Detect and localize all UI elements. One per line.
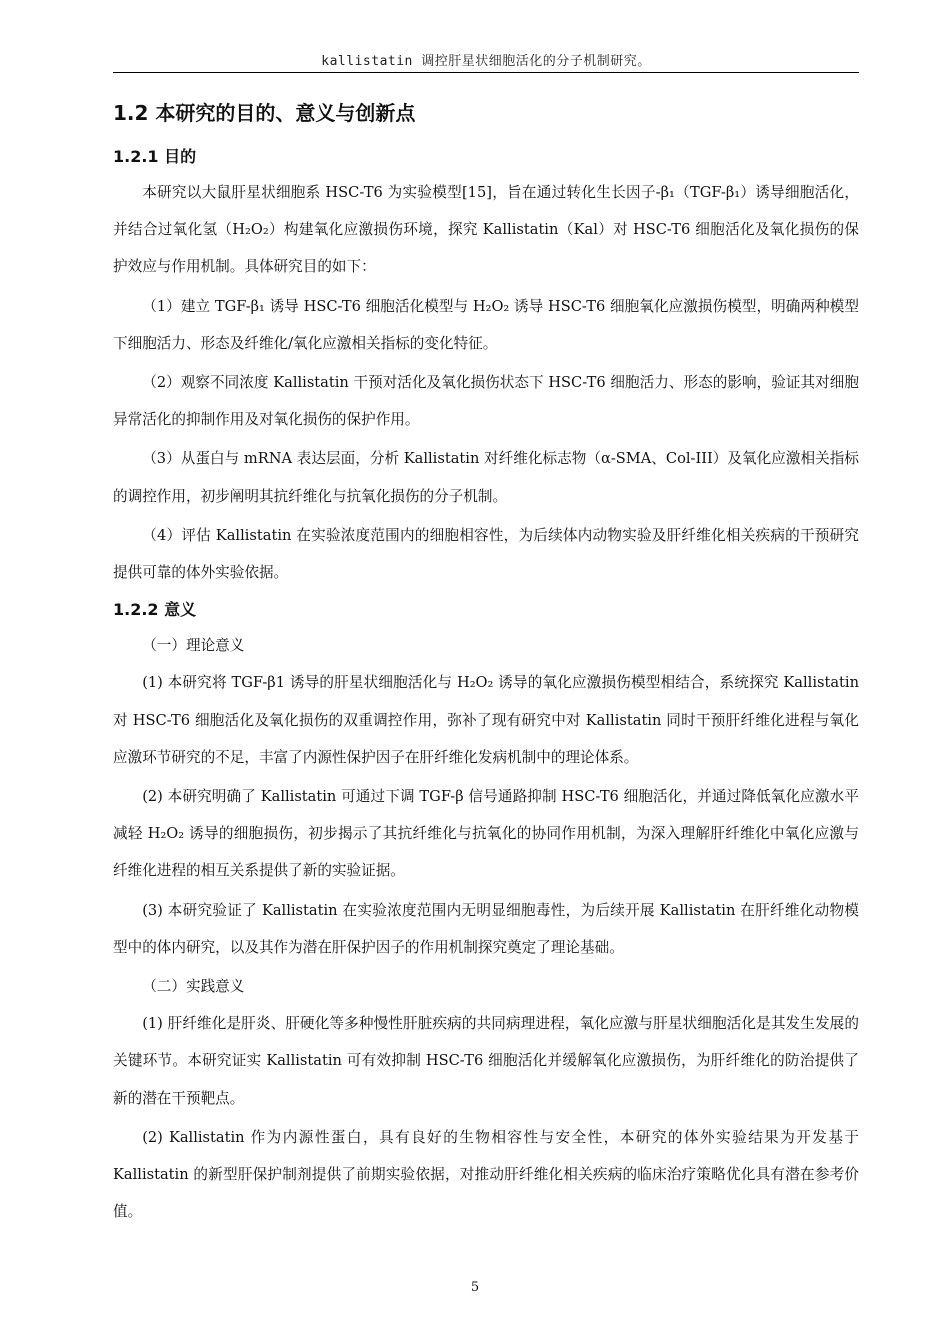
significance-heading: 1.2.2 意义 [113, 600, 197, 620]
purpose-item: （1）建立 TGF-β₁ 诱导 HSC-T6 细胞活化模型与 H₂O₂ 诱导 HSC-T6 细胞氧化应激损伤模型，明确两种模型下细胞活力、形态及纤维化/氧化应激相关指标的变化特征。 [113, 297, 859, 352]
practice-significance-label: （二）实践意义 [142, 978, 245, 996]
running-header: kallistatin 调控肝星状细胞活化的分子机制研究。 [321, 54, 651, 69]
theory-item: (1) 本研究将 TGF-β1 诱导的肝星状细胞活化与 H₂O₂ 诱导的氧化应激损伤模型相结合，系统探究 Kallistatin 对 HSC-T6 细胞活化及氧化损伤的双重调控作用，弥补了现有研究中对 Kallistatin 同时干预肝纤维化进程与氧化应激环节研究的不足，丰富了内源性保护因子在肝纤维化发病机制中的理论体系。 [113, 674, 859, 766]
page-number: 5 [470, 1280, 480, 1295]
section-title: 1.2 本研究的目的、意义与创新点 [113, 101, 416, 125]
purpose-item: （4）评估 Kallistatin 在实验浓度范围内的细胞相容性，为后续体内动物实验及肝纤维化相关疾病的干预研究提供可靠的体外实验依据。 [113, 526, 859, 582]
header-rule [113, 72, 859, 73]
theory-item: (2) 本研究明确了 Kallistatin 可通过下调 TGF-β 信号通路抑制 HSC-T6 细胞活化，并通过降低氧化应激水平减轻 H₂O₂ 诱导的细胞损伤，初步揭示了其抗纤维化与抗氧化的协同作用机制，为深入理解肝纤维化中氧化应激与纤维化进程的相互关系提供了新的实验证据。 [113, 788, 859, 880]
page-body [113, 96, 859, 1232]
purpose-item: （3）从蛋白与 mRNA 表达层面，分析 Kallistatin 对纤维化标志物（α-SMA、Col-III）及氧化应激相关指标的调控作用，初步阐明其抗纤维化与抗氧化损伤的分子机制。 [113, 450, 859, 505]
practice-item: (2) Kallistatin 作为内源性蛋白，具有良好的生物相容性与安全性，本研究的体外实验结果为开发基于 Kallistatin 的新型肝保护制剂提供了前期实验依据，对推动肝纤维化相关疾病的临床治疗策略优化具有潜在参考价值。 [113, 1128, 859, 1221]
purpose-intro-paragraph: 本研究以大鼠肝星状细胞系 HSC-T6 为实验模型[15]，旨在通过转化生长因子-β₁（TGF-β₁）诱导细胞活化，并结合过氧化氢（H₂O₂）构建氧化应激损伤环境，探究 Kallistatin（Kal）对 HSC-T6 细胞活化及氧化损伤的保护效应与作用机制。具体研究目的如下： [113, 184, 859, 276]
purpose-item: （2）观察不同浓度 Kallistatin 干预对活化及氧化损伤状态下 HSC-T6 细胞活力、形态的影响，验证其对细胞异常活化的抑制作用及对氧化损伤的保护作用。 [113, 374, 859, 429]
theory-significance-label: （一）理论意义 [142, 637, 245, 655]
theory-item: (3) 本研究验证了 Kallistatin 在实验浓度范围内无明显细胞毒性，为后续开展 Kallistatin 在肝纤维化动物模型中的体内研究，以及其作为潜在肝保护因子的作用机制探究奠定了理论基础。 [113, 901, 859, 956]
purpose-heading: 1.2.1 目的 [113, 147, 197, 166]
practice-item: (1) 肝纤维化是肝炎、肝硬化等多种慢性肝脏疾病的共同病理进程，氧化应激与肝星状细胞活化是其发生发展的关键环节。本研究证实 Kallistatin 可有效抑制 HSC-T6 细胞活化并缓解氧化应激损伤，为肝纤维化的防治提供了新的潜在干预靶点。 [113, 1015, 859, 1107]
